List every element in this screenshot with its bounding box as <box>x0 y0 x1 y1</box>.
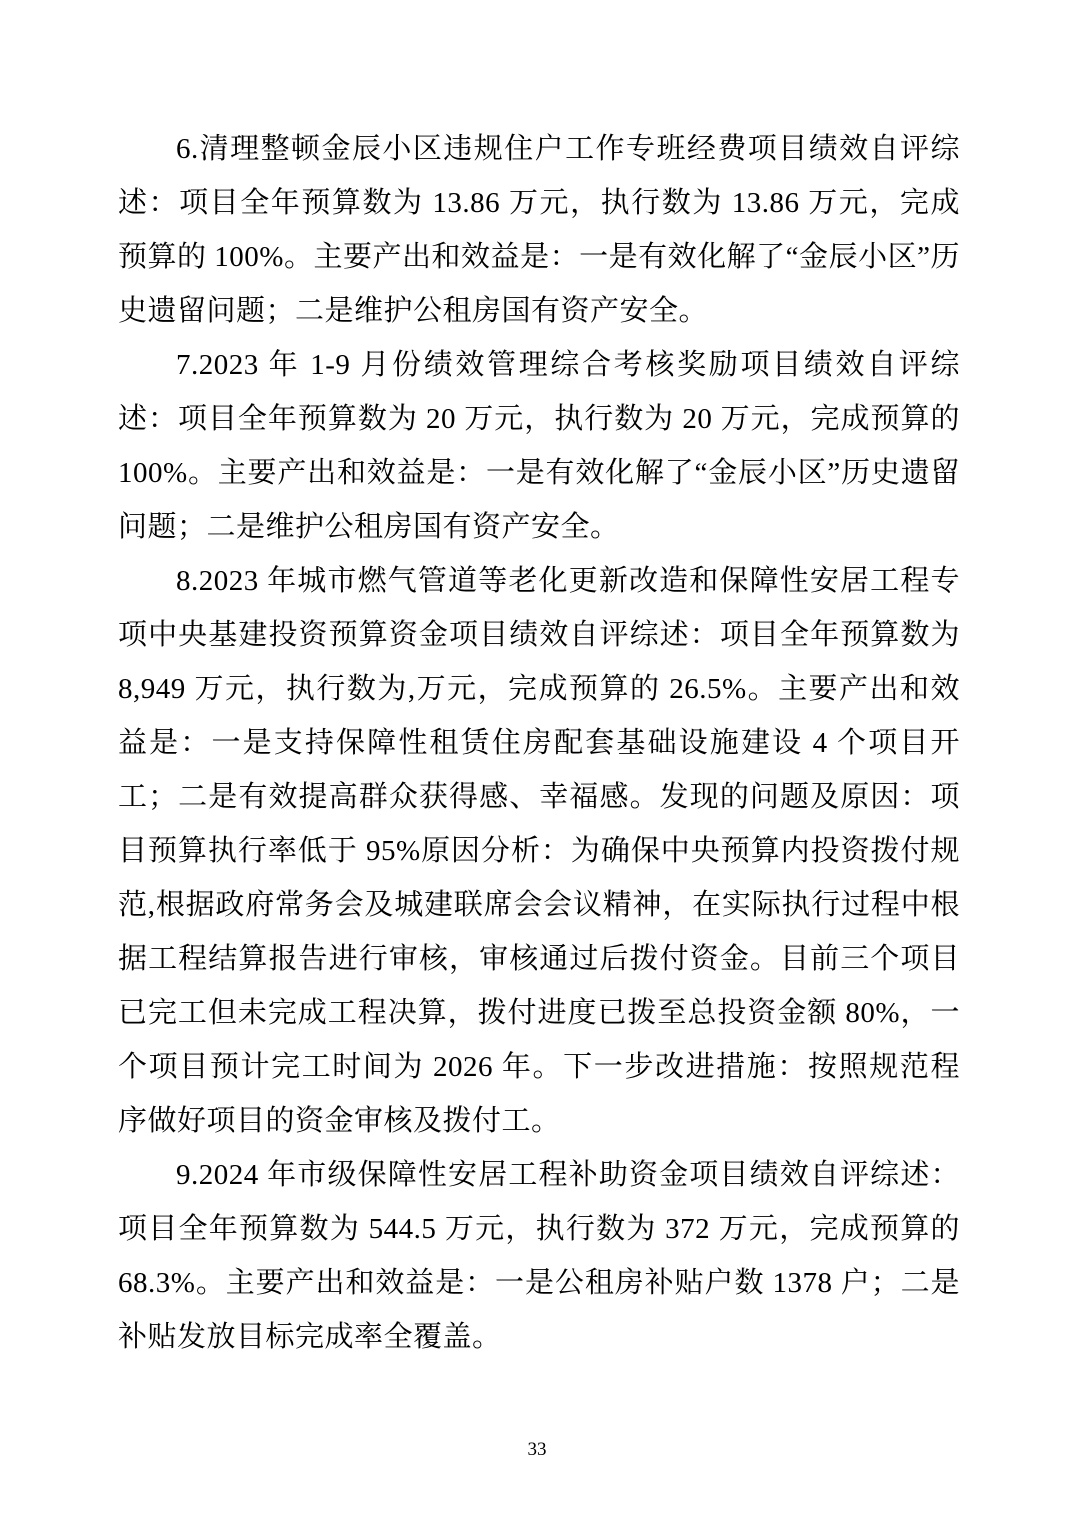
page-number: 33 <box>527 1439 547 1460</box>
paragraph-item-6: 6.清理整顿金辰小区违规住户工作专班经费项目绩效自评综述：项目全年预算数为 13.86 万元，执行数为 13.86 万元，完成预算的 100%。主要产出和效益是：一是有效化解了“金辰小区”历史遗留问题；二是维护公租房国有资产安全。 <box>118 133 960 327</box>
document-body <box>118 122 960 1364</box>
paragraph-item-7: 7.2023 年 1-9 月份绩效管理综合考核奖励项目绩效自评综述：项目全年预算数为 20 万元，执行数为 20 万元，完成预算的 100%。主要产出和效益是：一是有效化解了“金辰小区”历史遗留问题；二是维护公租房国有资产安全。 <box>118 349 960 543</box>
paragraph-item-8: 8.2023 年城市燃气管道等老化更新改造和保障性安居工程专项中央基建投资预算资金项目绩效自评综述：项目全年预算数为 8,949 万元，执行数为,万元，完成预算的 26.5%。主要产出和效益是：一是支持保障性租赁住房配套基础设施建设 4 个项目开工；二是有效提高群众获得感、幸福感。发现的问题及原因：项目预算执行率低于 95%原因分析：为确保中央预算内投资拨付规范,根据政府常务会及城建联席会会议精神，在实际执行过程中根据工程结算报告进行审核，审核通过后拨付资金。目前三个项目已完工但未完成工程决算，拨付进度已拨至总投资金额 80%，一个项目预计完工时间为 2026 年。下一步改进措施：按照规范程序做好项目的资金审核及拨付工。 <box>118 565 960 1137</box>
paragraph-item-9: 9.2024 年市级保障性安居工程补助资金项目绩效自评综述：项目全年预算数为 544.5 万元，执行数为 372 万元，完成预算的 68.3%。主要产出和效益是：一是公租房补贴户数 1378 户；二是补贴发放目标完成率全覆盖。 <box>118 1159 960 1353</box>
